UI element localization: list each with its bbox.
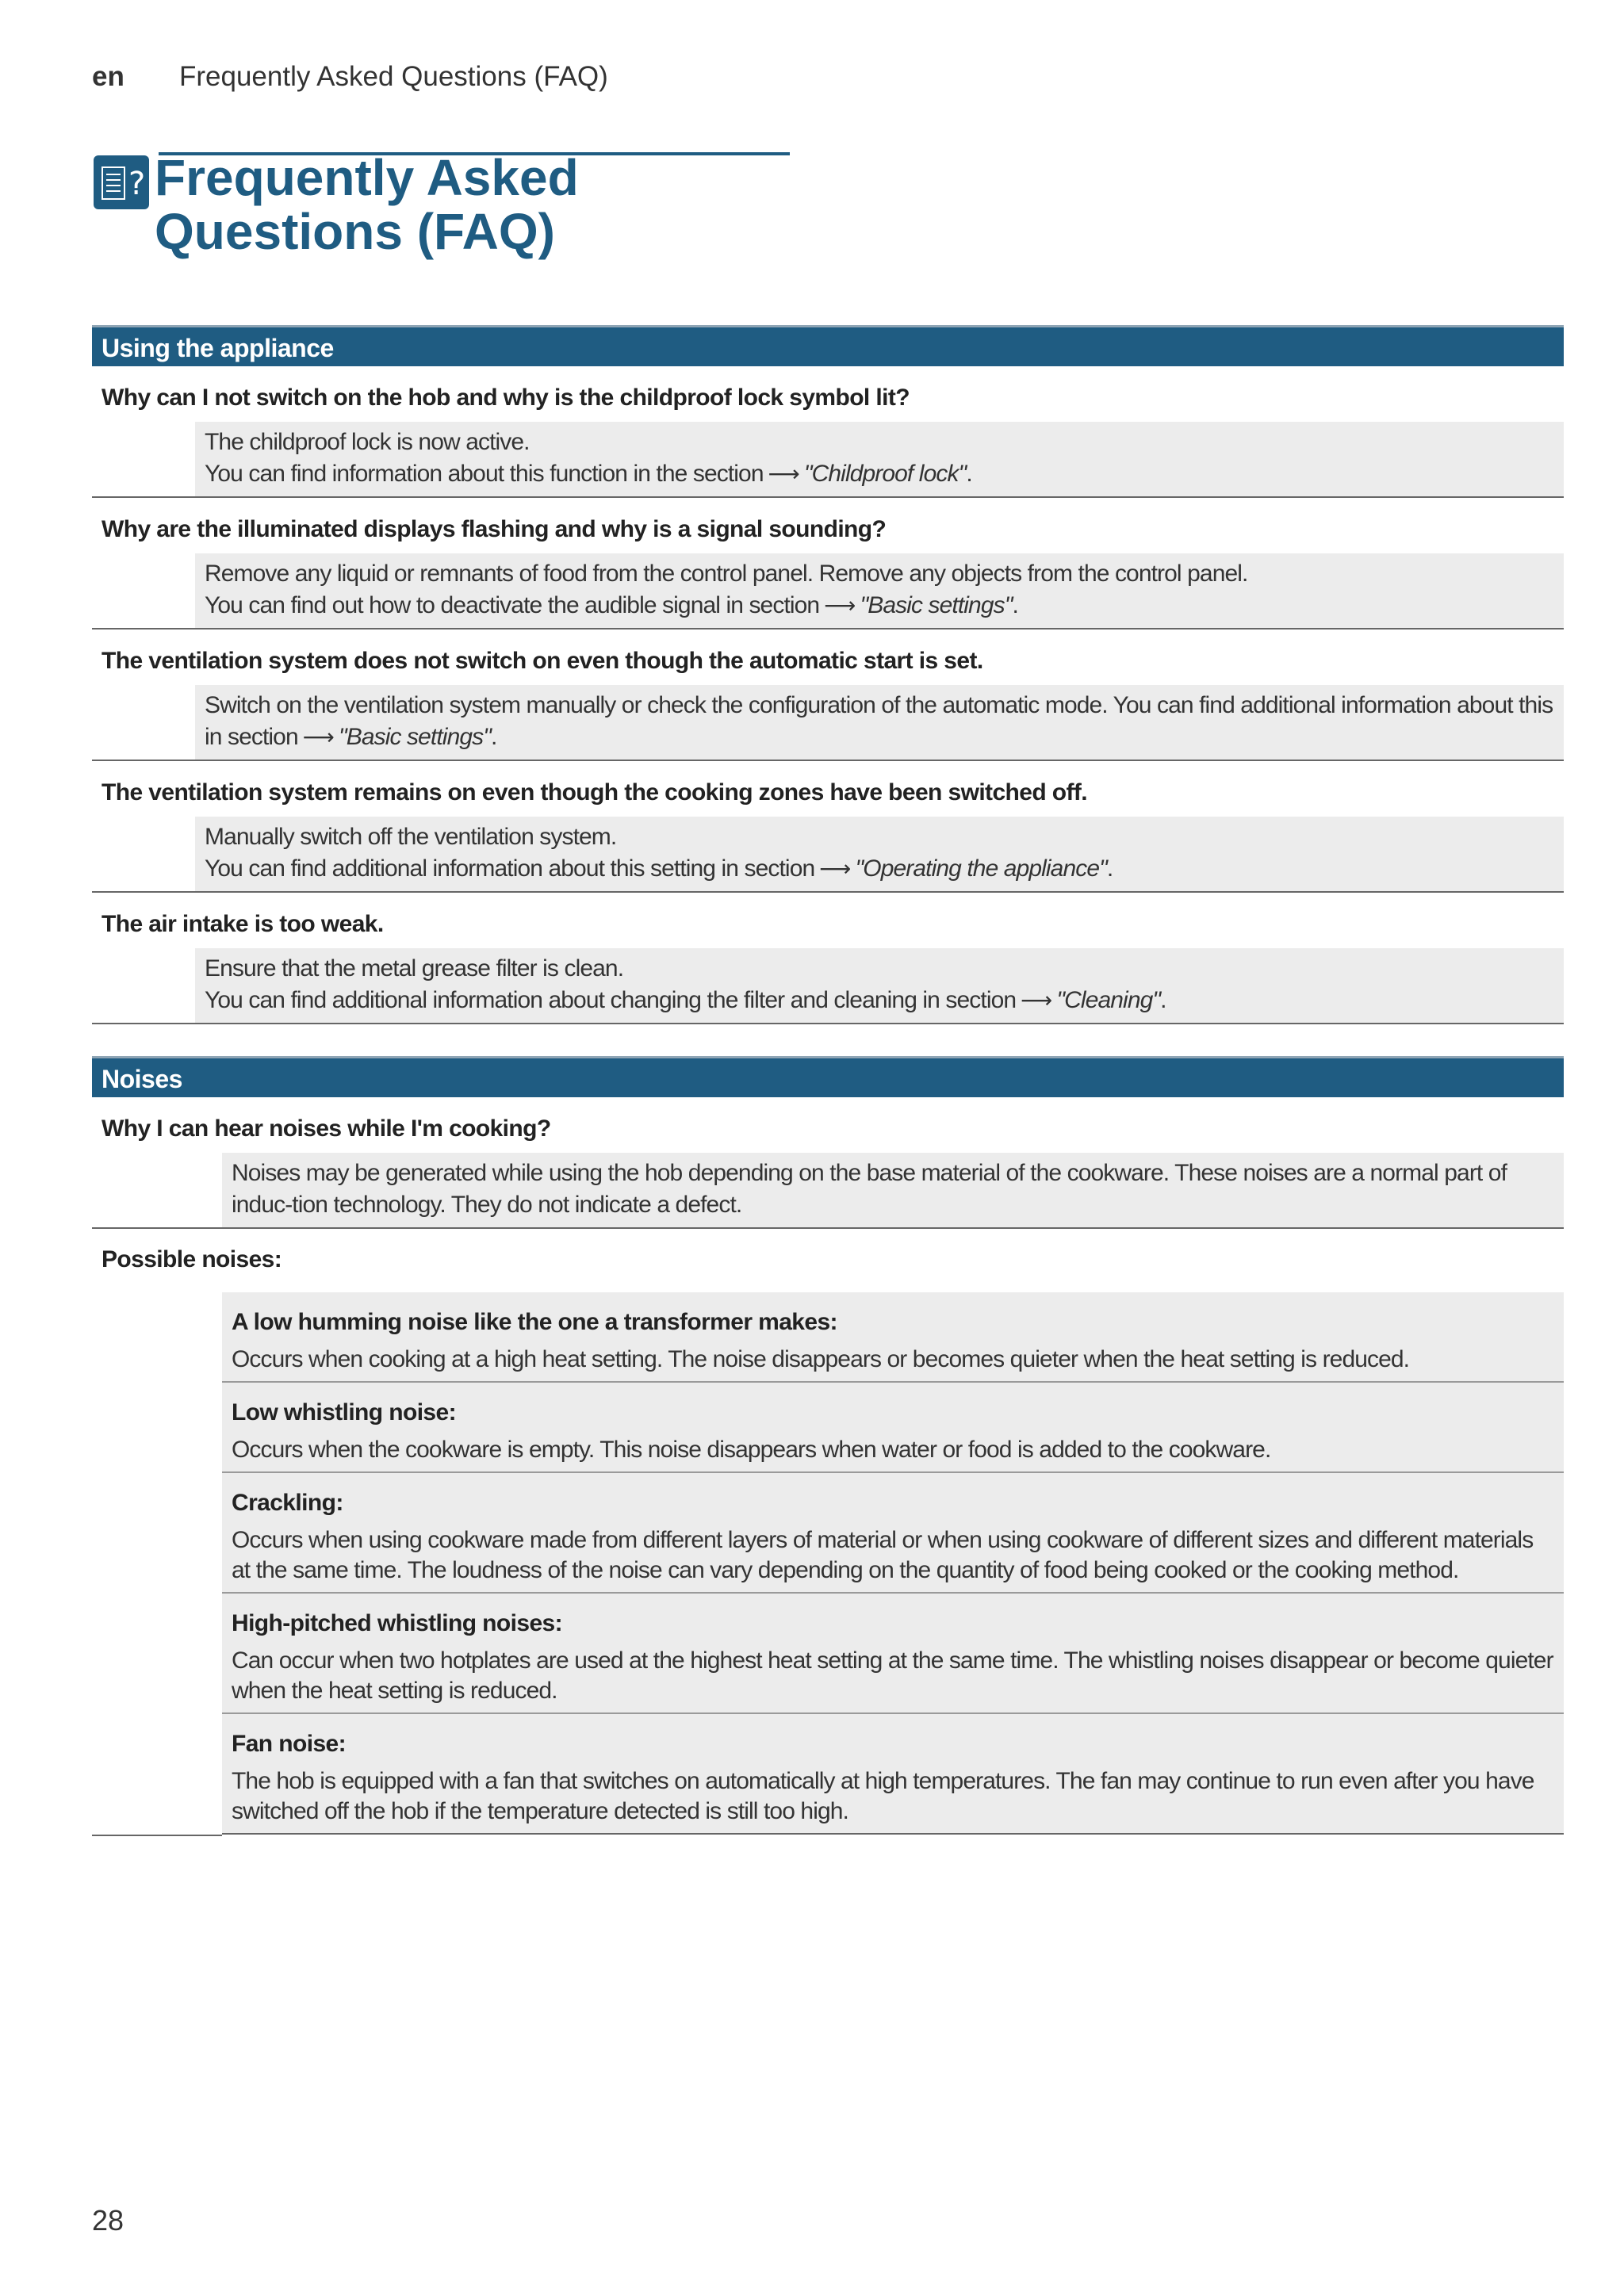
section-reference[interactable]: "Basic settings" — [339, 724, 491, 750]
faq-answer — [195, 685, 1564, 760]
faq-answer: Noises may be generated while using the hob depending on the base material of the cookware. These noises are a normal part of induc-tion technology. They do not indicate a defect. — [222, 1153, 1564, 1227]
possible-noises — [92, 1229, 1564, 1835]
answer-text: You can find additional information about changing the filter and cleaning in section — [205, 987, 1017, 1013]
noises-list — [222, 1292, 1564, 1835]
answer-end: . — [1106, 855, 1113, 882]
question-mark-icon: ? — [128, 166, 146, 202]
answer-text: You can find additional information about this setting in section — [205, 855, 815, 882]
faq-question: Why I can hear noises while I'm cooking? — [102, 1115, 551, 1142]
faq-item — [92, 498, 1564, 629]
faq-item — [92, 1097, 1564, 1229]
faq-question: Why can I not switch on the hob and why is the childproof lock symbol lit? — [102, 385, 910, 411]
noise-title: High-pitched whistling noises: — [232, 1610, 563, 1636]
noise-description: Occurs when the cookware is empty. This noise disappears when water or food is added to the cookware. — [232, 1437, 1271, 1463]
document-question-icon — [94, 155, 149, 209]
faq-question: Why are the illuminated displays flashing and why is a signal sounding? — [102, 516, 887, 542]
section-reference[interactable]: "Operating the appliance" — [855, 855, 1107, 882]
noise-item — [222, 1594, 1564, 1714]
possible-noises-label: Possible noises: — [102, 1246, 282, 1272]
faq-item — [92, 893, 1564, 1024]
faq-item — [92, 761, 1564, 893]
noise-item — [222, 1292, 1564, 1383]
faq-item — [92, 366, 1564, 498]
section-reference[interactable]: "Childproof lock" — [803, 461, 967, 487]
arrow-right-icon: ⟶ — [824, 592, 856, 618]
answer-line — [205, 690, 1554, 753]
noise-title: Crackling: — [232, 1490, 343, 1516]
faq-answer — [195, 553, 1564, 628]
noise-title: Fan noise: — [232, 1731, 347, 1757]
answer-end: . — [490, 724, 497, 750]
arrow-right-icon: ⟶ — [302, 724, 334, 750]
arrow-right-icon: ⟶ — [1021, 987, 1052, 1013]
answer-line — [205, 985, 1554, 1016]
page-title: Frequently Asked Questions (FAQ) — [155, 149, 579, 260]
noise-description: Occurs when using cookware made from different layers of material or when using cookware of different sizes and different materials at the same time. The loudness of the noise can vary depending on the quantity of food being cooked or the cooking method. — [232, 1527, 1534, 1583]
answer-text: You can find out how to deactivate the audible signal in section — [205, 592, 820, 618]
page-number: 28 — [92, 2204, 124, 2237]
arrow-right-icon: ⟶ — [768, 461, 799, 487]
noise-description: Occurs when cooking at a high heat setting. The noise disappears or becomes quieter when the heat setting is reduced. — [232, 1346, 1410, 1372]
document-lines-icon — [102, 166, 125, 200]
noise-item — [222, 1714, 1564, 1833]
faq-item — [92, 629, 1564, 761]
noise-title: A low humming noise like the one a transformer makes: — [232, 1309, 837, 1335]
answer-end: . — [1012, 592, 1018, 618]
answer-line — [205, 853, 1554, 885]
section-reference[interactable]: "Basic settings" — [860, 592, 1013, 618]
answer-end: . — [966, 461, 972, 487]
section-header-noises: Noises — [92, 1056, 1564, 1097]
answer-end: . — [1160, 987, 1166, 1013]
answer-line: Ensure that the metal grease filter is clean. — [205, 955, 624, 982]
answer-line: Remove any liquid or remnants of food from the control panel. Remove any objects from the control panel. — [205, 561, 1248, 587]
noise-title: Low whistling noise: — [232, 1399, 456, 1425]
answer-line — [205, 458, 1554, 490]
section-header-using: Using the appliance — [92, 325, 1564, 366]
noise-description: The hob is equipped with a fan that switches on automatically at high temperatures. The fan may continue to run even after you have switched off the hob if the temperature detected is still too high. — [232, 1768, 1534, 1824]
faq-content — [92, 325, 1564, 1835]
answer-line: Manually switch off the ventilation system. — [205, 824, 617, 850]
section-reference[interactable]: "Cleaning" — [1056, 987, 1161, 1013]
answer-line: The childproof lock is now active. — [205, 429, 530, 455]
faq-answer — [195, 948, 1564, 1023]
faq-answer — [195, 817, 1564, 891]
faq-question: The ventilation system does not switch on even though the automatic start is set. — [102, 648, 983, 674]
divider — [92, 1835, 222, 1836]
running-title: Frequently Asked Questions (FAQ) — [179, 61, 608, 92]
noise-item — [222, 1383, 1564, 1473]
noise-item — [222, 1473, 1564, 1594]
noise-description: Can occur when two hotplates are used at the highest heat setting at the same time. The whistling noises disappear or become quieter when the heat setting is reduced. — [232, 1647, 1553, 1704]
answer-text: Switch on the ventilation system manually or check the configuration of the automatic mode. You can find additional information about this in section — [205, 692, 1553, 750]
answer-line — [205, 590, 1554, 622]
arrow-right-icon: ⟶ — [819, 855, 851, 882]
noises-section — [92, 1056, 1564, 1835]
section-gap — [92, 1024, 1564, 1056]
language-code: en — [92, 61, 124, 92]
answer-text: You can find information about this function in the section — [205, 461, 764, 487]
faq-answer — [195, 422, 1564, 496]
running-header — [92, 57, 608, 97]
faq-question: The ventilation system remains on even though the cooking zones have been switched off. — [102, 779, 1088, 806]
faq-question: The air intake is too weak. — [102, 911, 384, 937]
